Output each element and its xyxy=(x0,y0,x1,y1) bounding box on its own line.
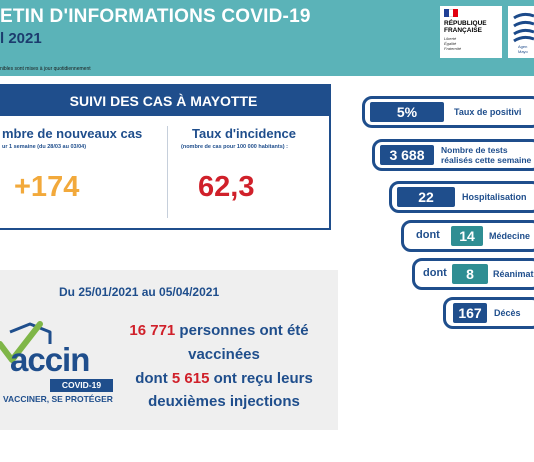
vaccin-word: accin xyxy=(10,341,90,378)
rf-motto-3: Fraternité xyxy=(444,46,462,51)
vaccination-period: Du 25/01/2021 au 05/04/2021 xyxy=(59,285,220,299)
panel-divider xyxy=(167,126,168,218)
icu-value: 8 xyxy=(452,264,488,284)
ars-text xyxy=(518,44,528,54)
vaccinated-count: 16 771 xyxy=(129,322,176,339)
case-tracking-panel xyxy=(0,84,331,230)
bulletin-title: ETIN D'INFORMATIONS COVID-19 xyxy=(0,6,311,27)
second-dose-line-2: deuxièmes injections xyxy=(148,393,300,410)
icu-stat xyxy=(412,258,534,290)
ars-logo xyxy=(508,6,534,58)
medicine-label: Médecine xyxy=(489,231,531,241)
incidence-value: 62,3 xyxy=(198,171,255,203)
ars-text-1: Agen xyxy=(518,44,528,49)
medicine-stat xyxy=(401,220,534,252)
hospitalisations-label: Hospitalisation xyxy=(462,192,527,202)
covid-badge: COVID-19 xyxy=(50,379,113,392)
ars-text-2: Mayo xyxy=(518,49,528,54)
ars-mark-icon xyxy=(510,10,534,44)
new-cases-period: ur 1 semaine (du 28/03 au 03/04) xyxy=(2,144,87,150)
republique-francaise-logo xyxy=(440,6,502,58)
medicine-prefix: dont xyxy=(416,229,440,241)
vaccinated-text-1: personnes ont été xyxy=(175,322,309,339)
icu-prefix: dont xyxy=(423,267,447,279)
icu-label: Réanimat xyxy=(493,269,534,279)
incidence-label: Taux d'incidence xyxy=(192,126,296,141)
deaths-value: 167 xyxy=(453,303,487,323)
hospitalisations-stat xyxy=(389,181,534,213)
update-note: nibles sont mises à jour quotidiennement xyxy=(0,66,91,72)
marianne-flag-icon xyxy=(444,9,458,17)
bulletin-header xyxy=(0,0,534,76)
positivity-rate-value: 5% xyxy=(370,102,444,122)
new-cases-label: mbre de nouveaux cas xyxy=(2,126,143,141)
vaccinated-line-1 xyxy=(0,322,338,339)
hospitalisations-value: 22 xyxy=(397,187,455,207)
deaths-label: Décès xyxy=(494,308,521,318)
tests-stat xyxy=(372,139,534,171)
case-tracking-heading: SUIVI DES CAS À MAYOTTE xyxy=(0,86,329,116)
positivity-rate-label: Taux de positivi xyxy=(454,107,522,117)
vaccine-slogan: VACCINER, SE PROTÉGER xyxy=(3,394,113,404)
tests-label-1: Nombre de tests xyxy=(441,145,508,155)
incidence-subtitle: (nombre de cas pour 100 000 habitants) : xyxy=(181,144,288,150)
rf-line1: RÉPUBLIQUE xyxy=(444,20,487,27)
second-dose-text: ont reçu leurs xyxy=(209,370,313,387)
rf-motto xyxy=(444,36,498,51)
new-cases-value: +174 xyxy=(14,171,80,203)
rf-motto-1: Liberté xyxy=(444,36,457,41)
positivity-rate-stat xyxy=(362,96,534,128)
second-dose-line xyxy=(0,370,338,387)
rf-line2: FRANÇAISE xyxy=(444,27,482,34)
second-dose-count: 5 615 xyxy=(171,370,210,387)
medicine-value: 14 xyxy=(451,226,483,246)
second-dose-prefix: dont xyxy=(135,370,172,387)
tests-value: 3 688 xyxy=(380,145,434,165)
bulletin-date: l 2021 xyxy=(0,30,42,47)
vaccination-panel xyxy=(0,270,338,430)
tests-label-2: réalisés cette semaine xyxy=(441,155,532,165)
deaths-stat xyxy=(443,297,534,329)
rf-motto-2: Égalité xyxy=(444,41,457,46)
vaccinated-line-2: vaccinées xyxy=(188,346,260,363)
